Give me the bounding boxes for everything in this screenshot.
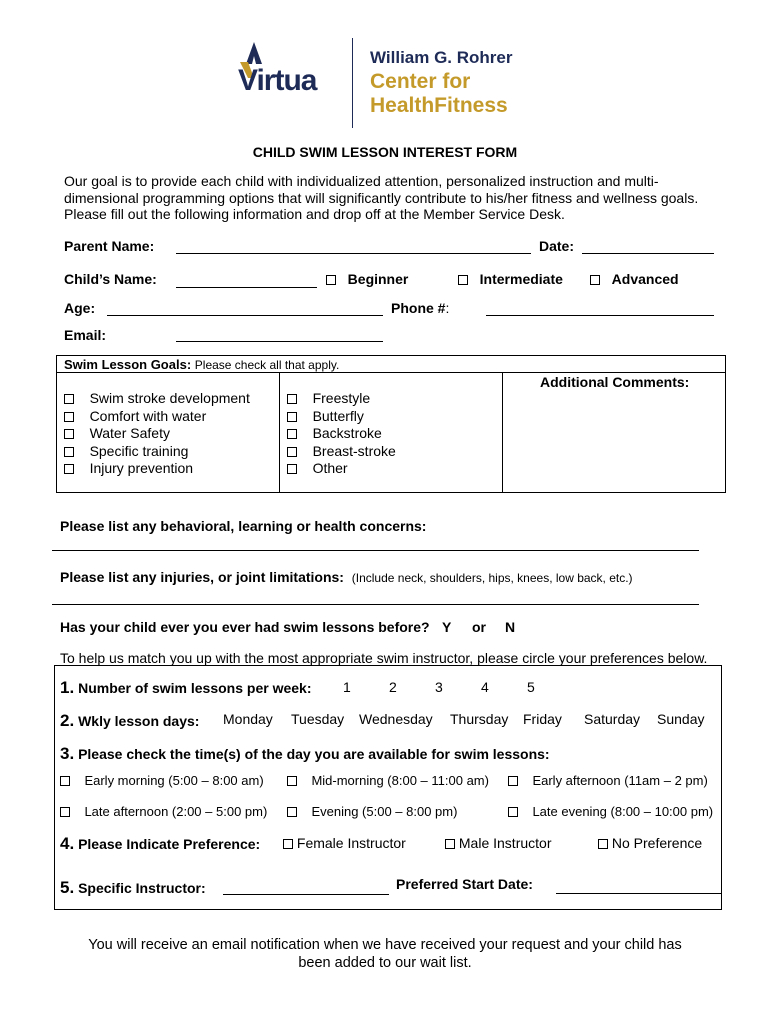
q2-day[interactable]: Wednesday xyxy=(359,711,433,727)
checkbox[interactable] xyxy=(60,776,70,786)
intro-line-3: Please fill out the following information and drop off at the Member Service Desk. xyxy=(64,206,565,222)
checkbox[interactable] xyxy=(508,807,518,817)
checkbox[interactable] xyxy=(445,839,455,849)
form-title: CHILD SWIM LESSON INTEREST FORM xyxy=(252,144,518,160)
center-name-line2: Center for xyxy=(370,70,471,93)
additional-comments-label: Additional Comments: xyxy=(540,374,690,390)
q2-label: 2. Wkly lesson days: xyxy=(60,711,200,730)
goal-item[interactable]: Comfort with water xyxy=(64,408,250,426)
age-field[interactable] xyxy=(107,315,383,316)
time-option[interactable]: Early afternoon (11am – 2 pm) xyxy=(508,773,708,788)
checkbox[interactable] xyxy=(283,839,293,849)
goals-header-divider xyxy=(56,372,726,373)
checkbox[interactable] xyxy=(287,429,297,439)
goals-col-divider-2 xyxy=(502,372,503,493)
level-advanced[interactable]: Advanced xyxy=(590,271,679,287)
goal-item[interactable]: Butterfly xyxy=(287,408,396,426)
goal-item[interactable]: Other xyxy=(287,460,396,478)
q1-option[interactable]: 5 xyxy=(527,679,535,695)
prior-lessons-yes[interactable]: Y xyxy=(442,619,452,635)
checkbox[interactable] xyxy=(508,776,518,786)
concerns-label: Please list any behavioral, learning or health concerns: xyxy=(60,518,427,534)
time-option[interactable]: Evening (5:00 – 8:00 pm) xyxy=(287,804,457,819)
q1-option[interactable]: 4 xyxy=(481,679,489,695)
injuries-field[interactable] xyxy=(52,604,699,605)
prior-lessons-no[interactable]: N xyxy=(505,619,516,635)
q2-day[interactable]: Thursday xyxy=(450,711,509,727)
checkbox[interactable] xyxy=(60,807,70,817)
q2-day[interactable]: Tuesday xyxy=(291,711,345,727)
goal-item[interactable]: Swim stroke development xyxy=(64,390,250,408)
time-option[interactable]: Late evening (8:00 – 10:00 pm) xyxy=(508,804,713,819)
q1-option[interactable]: 3 xyxy=(435,679,443,695)
virtua-logo-text: Virtua xyxy=(238,64,317,97)
intro-line-1: Our goal is to provide each child with individualized attention, personalized instruction and multi- xyxy=(64,173,659,189)
checkbox[interactable] xyxy=(598,839,608,849)
checkbox[interactable] xyxy=(64,394,74,404)
checkbox[interactable] xyxy=(287,807,297,817)
q1-option[interactable]: 1 xyxy=(343,679,351,695)
checkbox[interactable] xyxy=(287,412,297,422)
footer-line-1: You will receive an email notification when we have received your request and your child has xyxy=(88,937,682,953)
time-option[interactable]: Early morning (5:00 – 8:00 am) xyxy=(60,773,264,788)
checkbox[interactable] xyxy=(64,429,74,439)
q3-label: 3. Please check the time(s) of the day you are available for swim lessons: xyxy=(60,744,550,763)
checkbox[interactable] xyxy=(64,464,74,474)
goal-item[interactable]: Specific training xyxy=(64,443,250,461)
preference-male[interactable]: Male Instructor xyxy=(445,835,551,851)
goal-item[interactable]: Breast-stroke xyxy=(287,443,396,461)
checkbox[interactable] xyxy=(64,412,74,422)
goals-heading: Swim Lesson Goals: Please check all that apply. xyxy=(64,357,340,372)
date-label: Date: xyxy=(539,238,575,254)
specific-instructor-field[interactable] xyxy=(223,894,389,895)
goal-item[interactable]: Injury prevention xyxy=(64,460,250,478)
goal-item[interactable]: Freestyle xyxy=(287,390,396,408)
checkbox[interactable] xyxy=(326,275,336,285)
goals-col-divider-1 xyxy=(279,372,280,493)
date-field[interactable] xyxy=(582,253,714,254)
goal-item[interactable]: Backstroke xyxy=(287,425,396,443)
level-intermediate[interactable]: Intermediate xyxy=(458,271,563,287)
concerns-field[interactable] xyxy=(52,550,699,551)
checkbox[interactable] xyxy=(287,394,297,404)
time-option[interactable]: Mid-morning (8:00 – 11:00 am) xyxy=(287,773,489,788)
prior-lessons-question: Has your child ever you ever had swim lessons before? xyxy=(60,619,430,635)
goals-col1 xyxy=(64,390,250,478)
preferences-intro: To help us match you up with the most appropriate swim instructor, please circle your preferences below. xyxy=(60,650,708,666)
goal-item[interactable]: Water Safety xyxy=(64,425,250,443)
parent-name-field[interactable] xyxy=(176,253,531,254)
age-label: Age: xyxy=(64,300,96,316)
phone-label: Phone #: xyxy=(391,300,450,316)
level-beginner[interactable]: Beginner xyxy=(326,271,408,287)
checkbox[interactable] xyxy=(287,776,297,786)
childs-name-label: Child’s Name: xyxy=(64,271,157,287)
q5-label: 5. Specific Instructor: xyxy=(60,878,206,897)
footer-line-2: been added to our wait list. xyxy=(298,955,472,971)
checkbox[interactable] xyxy=(590,275,600,285)
email-label: Email: xyxy=(64,327,107,343)
center-name-line1: William G. Rohrer xyxy=(370,48,513,67)
virtua-logo xyxy=(234,40,344,100)
checkbox[interactable] xyxy=(64,447,74,457)
start-date-label: Preferred Start Date: xyxy=(396,876,533,892)
prior-lessons-or: or xyxy=(472,619,486,635)
q1-label: 1. Number of swim lessons per week: xyxy=(60,678,312,697)
center-name-line3: HealthFitness xyxy=(370,94,508,117)
preference-female[interactable]: Female Instructor xyxy=(283,835,406,851)
goals-col2 xyxy=(287,390,396,478)
start-date-field[interactable] xyxy=(556,893,722,894)
childs-name-field[interactable] xyxy=(176,287,317,288)
q1-option[interactable]: 2 xyxy=(389,679,397,695)
parent-name-label: Parent Name: xyxy=(64,238,155,254)
logo-divider xyxy=(352,38,353,128)
q2-day[interactable]: Sunday xyxy=(657,711,705,727)
preference-none[interactable]: No Preference xyxy=(598,835,702,851)
q4-label: 4. Please Indicate Preference: xyxy=(60,834,261,853)
email-field[interactable] xyxy=(176,341,383,342)
checkbox[interactable] xyxy=(287,447,297,457)
phone-field[interactable] xyxy=(486,315,714,316)
q2-day[interactable]: Friday xyxy=(523,711,562,727)
checkbox[interactable] xyxy=(287,464,297,474)
time-option[interactable]: Late afternoon (2:00 – 5:00 pm) xyxy=(60,804,267,819)
q2-day[interactable]: Monday xyxy=(223,711,273,727)
checkbox[interactable] xyxy=(458,275,468,285)
q2-day[interactable]: Saturday xyxy=(584,711,641,727)
injuries-label: Please list any injuries, or joint limitations: (Include neck, shoulders, hips, knees, low back, etc.) xyxy=(60,569,633,585)
intro-line-2: dimensional programming options that will significantly contribute to his/her fitness and wellness goals. xyxy=(64,190,699,206)
